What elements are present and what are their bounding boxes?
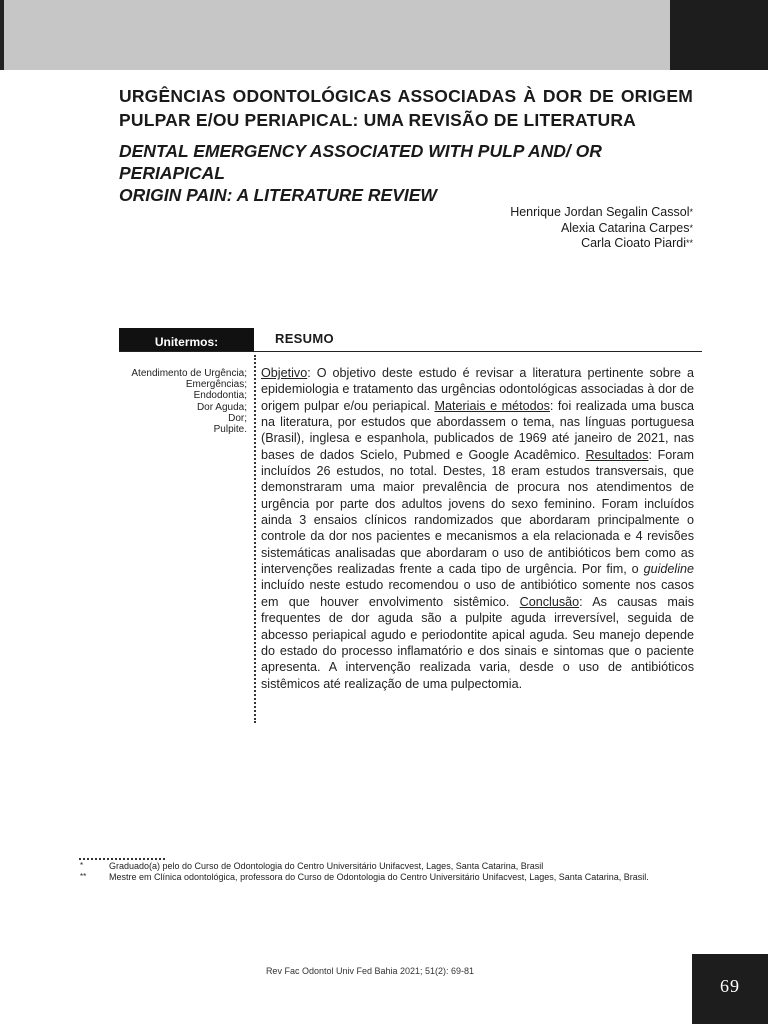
keyword: Endodontia; — [193, 390, 247, 402]
footnote-text: Graduado(a) pelo do Curso de Odontologia do Centro Universitário Unifacvest, Lages, Santa Catarina, Brasil — [109, 861, 544, 871]
header-band — [0, 0, 670, 70]
title-english-line-1: DENTAL EMERGENCY ASSOCIATED WITH PULP AND/ OR PERIAPICAL — [119, 141, 602, 183]
footnote-text: Mestre em Clínica odontológica, professora do Curso de Odontologia do Centro Universitário Unifacvest, Lages, Santa Catarina, Brasil. — [109, 871, 649, 882]
author-list — [510, 205, 693, 252]
title-portuguese: URGÊNCIAS ODONTOLÓGICAS ASSOCIADAS À DOR DE ORIGEM PULPAR E/OU PERIAPICAL: UMA REVISÃO DE LITERATURA — [119, 86, 693, 130]
keyword: Dor; — [228, 412, 247, 424]
keyword: Emergências; — [185, 379, 247, 391]
resultados-label: Resultados — [585, 447, 649, 462]
affiliation-mark: * — [689, 207, 693, 217]
author: Henrique Jordan Segalin Cassol* — [510, 205, 693, 219]
page-number: 69 — [720, 976, 740, 996]
footnote — [80, 861, 688, 872]
footnote-separator — [79, 858, 165, 860]
header-band-edge — [0, 0, 4, 70]
journal-citation: Rev Fac Odontol Univ Fed Bahia 2021; 51(2): 69-81 — [265, 966, 475, 976]
abstract-text: Objetivo: O objetivo deste estudo é revisar a literatura pertinente sobre a epidemiologia e tratamento das urgências odontológicas associadas à dor de origem pulpar e/ou periapical. Materiais e métodos: foi realizada uma busca na literatura, por estudos que abordassem o tema, nas línguas portuguesa (Brasil), inglesa e espanhola, publicados de 1969 até janeiro de 2021, nas bases de dados Scielo, Pubmed e Google Acadêmico. Resultados: Foram incluídos 26 estudos, no total. Destes, 18 eram estudos transversais, que demonstraram uma maior prevalência de procura nos atendimentos de urgência por parte dos adultos jovens do sexo feminino. Foram incluídos ainda 3 ensaios clínicos randomizados que abordaram principalmente o controle da dor nos pacientes e mecanismos a ela relacionada e 4 revisões sistemáticas analisadas que abordaram o uso de antibióticos bem como as intervenções realizadas frente a cada tipo de urgência. Por fim, o guideline incluído neste estudo recomendou o uso de antibiótico somente nos casos em que houver envolvimento sistêmico. Conclusão: As causas mais frequentes de dor aguda são a pulpite aguda irreversível, seguida de abcesso periapical agudo e periodontite apical aguda. Seu manejo depende do estado do processo inflamatório e dos sinais e sintomas que o paciente apresenta. A intervenção realizada varia, desde o uso de antibióticos sistêmicos até realização de uma pulpectomia. — [261, 366, 694, 691]
resumo-heading: RESUMO — [275, 331, 334, 346]
unitermos-label: Unitermos: — [119, 328, 254, 352]
guideline-word: guideline — [643, 562, 694, 577]
author: Carla Cioato Piardi** — [581, 236, 693, 250]
keyword: Pulpite. — [213, 424, 247, 436]
page-number-box — [692, 954, 768, 1024]
title-english-line-2: ORIGIN PAIN: A LITERATURE REVIEW — [119, 185, 437, 205]
resumo-rule — [119, 351, 702, 352]
metodos-label: Materiais e métodos — [434, 398, 550, 413]
keyword-list — [110, 368, 247, 435]
footnote-mark: * — [80, 861, 84, 870]
footnote-mark: ** — [80, 871, 87, 881]
footnotes — [80, 861, 688, 882]
author: Alexia Catarina Carpes* — [560, 220, 693, 235]
affiliation-mark: ** — [685, 238, 693, 248]
footnote — [80, 872, 688, 883]
affiliation-mark: * — [689, 222, 693, 233]
keyword: Dor Aguda; — [196, 401, 247, 413]
objetivo-label: Objetivo — [261, 366, 308, 380]
keyword: Atendimento de Urgência; — [131, 368, 247, 379]
header-corner-block — [670, 0, 768, 70]
column-divider — [254, 355, 256, 723]
title-english — [119, 140, 693, 206]
conclusao-label: Conclusão — [519, 594, 580, 609]
